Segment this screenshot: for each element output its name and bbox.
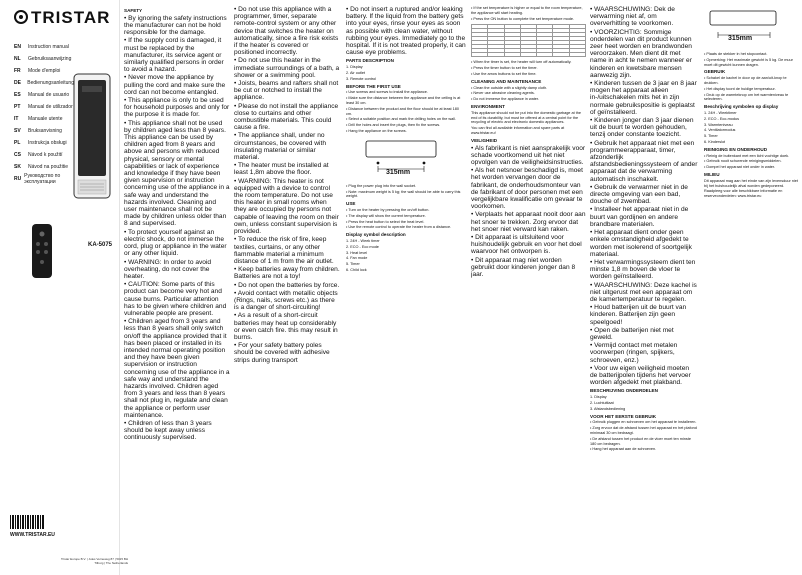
language-item xyxy=(14,90,74,100)
safety-item: • This appliance shall not be used by children aged less than 8 years. This appliance can be used by children aged from 8 years and above and persons with reduced physical, sensory or mental capabilities or lack of experience and knowledge if they have been given supervision or instruction concerning use of the appliance in a safe way and understand the hazards involved. Cleaning and user maintenance shall not be made by children unless older than 8 and supervised. xyxy=(124,120,230,228)
instruction-item: • Het display toont de huidige temperatuur. xyxy=(704,87,798,92)
display-symbols-list xyxy=(346,239,466,273)
display-symbol-item: 2. ECO - Eco-modus xyxy=(704,116,740,121)
instruction-item: • Make sure the distance between the appliance and the ceiling is at least 30 cm. xyxy=(346,96,466,106)
display-symbol-item: 1. 24H - Week timer xyxy=(346,238,380,243)
notes-list xyxy=(704,52,798,67)
part-item: 1. Display xyxy=(590,395,607,400)
installation-diagram xyxy=(704,9,798,49)
first-use-list xyxy=(590,420,698,452)
model-number: KA-5075 xyxy=(88,242,113,248)
language-name: Gebruiksaanwijzing xyxy=(28,56,72,62)
note-item: • Note: maximum weight is 5 kg; the wall should be able to carry this weight. xyxy=(346,190,466,200)
language-item xyxy=(14,174,74,184)
table-cell xyxy=(472,53,488,57)
table-cell xyxy=(537,53,553,57)
section-title: PARTS DESCRIPTION xyxy=(346,58,394,64)
language-name: Руководство по эксплуатации xyxy=(24,173,61,185)
safety-item: • Please do not install the appliance close to curtains and other combustible materials. This could cause a fire. xyxy=(234,103,340,132)
table-cell xyxy=(488,53,504,57)
environment-list xyxy=(704,179,798,189)
safety-item: • To reduce the risk of fire, keep textiles, curtains, or any other flammable material a minimum distance of 1 m from the air outlet. xyxy=(234,236,340,265)
safety-item: • The heater must be installed at least 1,8m above the floor. xyxy=(234,162,340,176)
safety-list xyxy=(234,6,340,364)
instruction-item: • Use screws and screws to install the appliance. xyxy=(346,90,466,95)
note-item: • Plug the power plug into the wall socket. xyxy=(346,184,466,189)
language-item xyxy=(14,138,74,148)
table-cell xyxy=(569,53,585,57)
safety-item: • Het verwarmingssysteem dient ten minste 1,8 m boven de vloer te worden geïnstalleerd. xyxy=(590,259,698,281)
safety-item: • Als het netsnoer beschadigd is, moet het worden vervangen door de fabrikant, de onderhoudsmonteur van de fabrikant of door personen met een vergelijkbare kwalificatie om gevaar te voorkomen. xyxy=(471,167,586,210)
safety-item: • WAARSCHUWING: Deze kachel is niet uitgerust met een apparaat om de kamertemperatuur te regelen. xyxy=(590,282,698,304)
language-item xyxy=(14,66,74,76)
instruction-item: • If the set temperature is higher or equal to the room temperature, the appliance will start heating. xyxy=(471,6,586,16)
part-item: 3. Afstandsbediening xyxy=(590,406,626,411)
logo-mark-icon xyxy=(14,10,28,24)
language-code: DE xyxy=(14,80,21,86)
safety-item: • Gebruik de verwarmer niet in de directe omgeving van een bad, douche of zwembad. xyxy=(590,184,698,206)
display-symbol-item: 3. Warmteniveau xyxy=(704,122,733,127)
section-title: GEBRUIK xyxy=(704,69,726,75)
table-cell xyxy=(504,53,520,57)
safety-item: • Never move the appliance by pulling the cord and make sure the cord can not become entangled. xyxy=(124,74,230,96)
barcode-image xyxy=(10,515,44,529)
instruction-item: • Use the remote control to operate the heater from a distance. xyxy=(346,225,466,230)
safety-item: • Do not use this appliance with a programmer, timer, separate remote-control system or any other device that switches the heater on automatically, since a fire risk exists if the heater is covered or positioned incorrectly. xyxy=(234,6,340,56)
safety-item: • To protect yourself against an electric shock, do not immerse the cord, plug or appliance in the water or any other liquid. xyxy=(124,229,230,258)
safety-item: • Do not use this heater in the immediate surroundings of a bath, a shower or a swimming pool. xyxy=(234,57,340,79)
warranty-text: You can find all available information and spare parts at www.tristar.eu! xyxy=(471,126,565,135)
display-symbol-item: 6. Child lock xyxy=(346,267,367,272)
instruction-item: • Drill the holes and insert the plugs, then fix the screws. xyxy=(346,123,466,128)
section-title: USE xyxy=(346,201,356,207)
display-symbols-list xyxy=(704,111,798,145)
maintenance-list xyxy=(704,154,798,170)
display-symbol-item: 4. Ventilatormodus xyxy=(704,128,736,133)
fine-print xyxy=(10,305,118,315)
language-name: Manuale utente xyxy=(28,116,63,122)
display-symbol-item: 3. Heat level xyxy=(346,250,368,255)
safety-item: • VOORZICHTIG: Sommige onderdelen van dit product kunnen zeer heet worden en brandwonden veroorzaken. Men dient dit met name in acht te nemen wanneer er kinderen en kwetsbare mensen aanwezig zijn. xyxy=(590,29,698,79)
safety-item: • WARNING: This heater is not equipped with a device to control the room temperature. Do not use this heater in small rooms when they are occupied by persons not capable of leaving the room on their own, unless constant supervision is provided. xyxy=(234,178,340,236)
installation-diagram-image xyxy=(704,9,796,49)
column-6-nl xyxy=(704,6,798,571)
table-cell xyxy=(553,53,569,57)
language-code: IT xyxy=(14,116,19,122)
language-list xyxy=(14,42,74,186)
safety-item: • For your safety battery poles should be covered with adhesive strips during transport xyxy=(234,342,340,364)
safety-item: • Het apparaat dient onder geen enkele omstandigheid afgedekt te worden met isolerend of soortgelijk materiaal. xyxy=(590,229,698,258)
part-item: 2. Luchtuitlaat xyxy=(590,400,614,405)
instruction-item: • Hang the appliance on the screws. xyxy=(346,129,466,134)
language-name: Bruksanvisning xyxy=(28,128,62,134)
section-title: VEILIGHEID xyxy=(471,137,498,143)
section-title: BESCHRIJVING ONDERDELEN xyxy=(590,388,658,394)
brand-name: TRISTAR xyxy=(31,8,111,27)
language-code: CS xyxy=(14,152,21,158)
instruction-item: • Zorg ervoor dat de afstand tussen het apparaat en het plafond minimaal 30 cm bedraagt. xyxy=(590,426,698,436)
instruction-item: • Reinig de buitenkant met een licht vochtige doek. xyxy=(704,154,798,159)
environment-list xyxy=(471,111,586,125)
section-title: Beschrijving symbolen op display xyxy=(704,104,779,110)
language-code: NL xyxy=(14,56,21,62)
safety-item: • Children aged from 3 years and less than 8 years shall only switch on/off the appliance provided that it has been placed or installed in its intended normal operating position and they have been given supervision or instruction concerning use of the appliance in a safe way and understand the hazards involved. Children aged from 3 years and less than 8 years shall not plug in, regulate and clean the appliance or perform user maintenance. xyxy=(124,318,230,419)
language-name: Manual de usuario xyxy=(28,92,70,98)
instruction-item: • Schakel de kachel in door op de aan/uit-knop te drukken. xyxy=(704,76,798,86)
instruction-item: • Dompel het apparaat niet onder in water. xyxy=(704,165,798,170)
language-code: PT xyxy=(14,104,21,110)
section-title: CLEANING AND MAINTENANCE xyxy=(471,78,542,84)
display-symbol-item: 2. ECO - Eco mode xyxy=(346,244,379,249)
safety-item: • Kinderen tussen de 3 jaar en 8 jaar mogen het apparaat alleen in-/uitschakelen mits het in zijn normale gebruikspositie is geplaatst of geïnstalleerd. xyxy=(590,80,698,116)
safety-item: • Do not insert a ruptured and/or leaking battery. If the liquid from the battery gets into your eyes, rinse your eyes as soon as possible with clean water, without rubbing your eyes. Immediately go to the hospital. If it is not treated properly, it can cause eye problems. xyxy=(346,6,466,56)
note-item: • Use the arrow buttons to set the time. xyxy=(471,72,586,77)
language-name: Manual de utilizador xyxy=(28,104,73,110)
display-symbol-item: 5. Timer xyxy=(346,262,360,267)
language-code: PL xyxy=(14,140,21,146)
language-item xyxy=(14,54,74,64)
language-item xyxy=(14,126,74,136)
remote-control-image xyxy=(24,222,60,280)
intro-list xyxy=(471,6,586,21)
heater-image xyxy=(68,72,116,200)
parts-list xyxy=(346,65,466,81)
language-item xyxy=(14,42,74,52)
section-title: BEFORE THE FIRST USE xyxy=(346,83,401,89)
note-item: • Opmerking: Het maximale gewicht is 5 kg. De muur moet dit gewicht kunnen dragen. xyxy=(704,58,798,68)
notes-list xyxy=(346,184,466,199)
safety-item: • Als fabrikant is niet aansprakelijk voor schade voortkomend uit het niet opvolgen van de veiligheidsinstructies. xyxy=(471,145,586,167)
warranty-text: Raadpleeg voor alle beschikbare informatie en reserveonderdelen: www.tristar.eu xyxy=(704,189,783,199)
section-title: MILIEU xyxy=(704,171,720,177)
instruction-item: • Clean the outside with a slightly damp cloth. xyxy=(471,86,586,91)
language-item xyxy=(14,78,74,88)
section-title: ENVIRONMENT xyxy=(471,103,505,109)
fine-print-line xyxy=(10,310,118,315)
section-title: VOOR HET EERSTE GEBRUIK xyxy=(590,413,657,419)
safety-item: • By ignoring the safety instructions the manufacturer can not be hold responsible for the damage. xyxy=(124,15,230,37)
safety-list xyxy=(124,15,230,442)
display-symbol-item: 4. Fan mode xyxy=(346,256,368,261)
notes-list xyxy=(471,60,586,76)
nl-safety-list xyxy=(471,145,586,279)
dimension-label: 315mm xyxy=(386,168,411,176)
safety-item: • Installeer het apparaat niet in de buurt van gordijnen en andere brandbare materialen. xyxy=(590,206,698,228)
language-name: Mode d'emploi xyxy=(28,68,61,74)
section-title: SAFETY xyxy=(124,8,143,13)
nl-safety-list xyxy=(590,6,698,386)
part-item: 3. Remote control xyxy=(346,76,376,81)
instruction-item: • Press the ON button to complete the set temperature mode. xyxy=(471,17,586,22)
safety-item: • Keep batteries away from children. Batteries are not a toy! xyxy=(234,266,340,280)
instruction-item: • Select a suitable position and mark the drilling holes on the wall. xyxy=(346,117,466,122)
use-list xyxy=(346,208,466,230)
language-code: ES xyxy=(14,92,21,98)
safety-item: • Verplaats het apparaat nooit door aan het snoer te trekken. Zorg ervoor dat het snoer niet verward kan raken. xyxy=(471,211,586,233)
safety-item: • Houd batterijen uit de buurt van kinderen. Batterijen zijn geen speelgoed! xyxy=(590,304,698,326)
instruction-item: • De afstand tussen het product en de vloer moet ten minste 180 cm bedragen. xyxy=(590,437,698,447)
settings-table xyxy=(471,24,586,57)
note-item: • Press the timer button to set the timer. xyxy=(471,66,586,71)
instruction-item: • Druk op de warmteknop om het warmteniveau te selecteren. xyxy=(704,93,798,103)
before-use-list xyxy=(346,90,466,133)
table-row xyxy=(472,53,586,57)
section-title: Display symbol description xyxy=(346,232,406,238)
language-name: Instrukcja obsługi xyxy=(28,140,67,146)
column-4-en-nl xyxy=(471,6,586,571)
language-item xyxy=(14,114,74,124)
safety-item: • Avoid contact with metallic objects (Rings, nails, screws etc.) as there is a danger of short-circuiting! xyxy=(234,290,340,312)
column-1-safety-en xyxy=(124,6,230,571)
footer-website: WWW.TRISTAR.EU xyxy=(10,532,55,538)
language-item xyxy=(14,102,74,112)
safety-item: • If the supply cord is damaged, it must be replaced by the manufacturer, its service agent or similarly qualified persons in order to avoid a hazard. xyxy=(124,37,230,73)
instruction-item: • Distance between the product and the floor should be at least 180 cm. xyxy=(346,107,466,117)
safety-item: • WARNING: In order to avoid overheating, do not cover the heater. xyxy=(124,259,230,281)
cover-sidebar xyxy=(0,0,128,575)
instruction-item: • The display will show the current temperature. xyxy=(346,214,466,219)
column-3-use-en xyxy=(346,6,466,571)
safety-item: • The appliance shall, under no circumstances, be covered with insulating material or similar material. xyxy=(234,132,340,161)
instruction-item: • Gebruik pluggen en schroeven om het apparaat te installeren. xyxy=(590,420,698,425)
intro-list xyxy=(346,6,466,56)
instruction-item: • Press the heat button to select the heat level. xyxy=(346,220,466,225)
language-code: EN xyxy=(14,44,21,50)
section-title: REINIGING EN ONDERHOUD xyxy=(704,146,768,152)
table-cell xyxy=(520,53,536,57)
column-2-safety-en xyxy=(234,6,340,571)
language-name: Bedienungsanleitung xyxy=(27,80,74,86)
language-code: SK xyxy=(14,164,21,170)
language-code: RU xyxy=(14,176,22,182)
parts-list xyxy=(590,395,698,411)
installation-diagram xyxy=(346,137,466,181)
note-item: • When the timer is set, the heater will turn off automatically. xyxy=(471,60,586,65)
language-item xyxy=(14,150,74,160)
safety-item: • Joists, beams and rafters shall not be cut or notched to install the appliance. xyxy=(234,80,340,102)
part-item: 1. Display xyxy=(346,65,363,70)
safety-item: • Gebruik het apparaat niet met een programmeerapparaat, timer, afzonderlijk afstandsbedieningssysteem of ander apparaat dat de verwarming automatisch inschakelt. xyxy=(590,140,698,183)
footer-info xyxy=(10,515,128,565)
display-symbol-item: 6. Kinderslot xyxy=(704,139,726,144)
instruction-item: • Do not immerse the appliance in water. xyxy=(471,97,586,102)
instruction-item: • Gebruik nooit schurende reinigingsmiddelen. xyxy=(704,159,798,164)
part-item: 2. Air outlet xyxy=(346,71,365,76)
safety-item: • Children of less than 3 years should be kept away unless continuously supervised. xyxy=(124,420,230,442)
dimension-label: 315mm xyxy=(728,35,753,42)
column-5-nl xyxy=(590,6,698,571)
safety-item: • Vermijd contact met metalen voorwerpen (ringen, spijkers, schroeven, enz.) xyxy=(590,342,698,364)
safety-item: • Open de batterijen niet met geweld. xyxy=(590,327,698,341)
safety-item: • Dit apparaat is uitsluitend voor huishoudelijk gebruik en voor het doel waarvoor het ontworpen is. xyxy=(471,234,586,256)
safety-item: • Kinderen jonger dan 3 jaar dienen uit de buurt te worden gehouden, tenzij onder constante toezicht. xyxy=(590,117,698,139)
display-symbol-item: 1. 24H - Weektimer xyxy=(704,110,737,115)
language-name: Návod na použitie xyxy=(28,164,69,170)
language-code: SV xyxy=(14,128,21,134)
safety-item: • This appliance is only to be used for household purposes and only for the purpose it is made for. xyxy=(124,97,230,119)
use-list xyxy=(704,76,798,102)
instruction-item: • Never use abrasive cleaning agents. xyxy=(471,91,586,96)
display-symbol-item: 5. Timer xyxy=(704,134,718,139)
safety-item: • As a result of a short-circuit batteries may heat up considerably or even catch fire. this may result in burns. xyxy=(234,312,340,341)
safety-item: • CAUTION: Some parts of this product can become very hot and cause burns. Particular attention has to be given where children and vulnerable people are present. xyxy=(124,281,230,317)
language-name: Instruction manual xyxy=(28,44,69,50)
safety-item: • WAARSCHUWING: Dek de verwarming niet af, om oververhitting te voorkomen. xyxy=(590,6,698,28)
brand-logo xyxy=(14,8,110,28)
safety-item: • Dit apparaat mag niet worden gebruikt door kinderen jonger dan 8 jaar. xyxy=(471,257,586,279)
language-item xyxy=(14,162,74,172)
safety-item: • Voor uw eigen veiligheid moeten de batterijpolen tijdens het vervoer worden afgedekt met plakband. xyxy=(590,365,698,387)
cleaning-list xyxy=(471,86,586,102)
language-name: Návod k použití xyxy=(28,152,63,158)
environment-text: This appliance should not be put into the domestic garbage at the end of its durability, but must be offered at a central point for the recycling of electric and electronic domestic appliances. xyxy=(471,110,581,125)
environment-text: Dit apparaat mag aan het einde van zijn levensduur niet bij het huishoudelijk afval worden gedeponeerd. xyxy=(704,178,798,188)
footer-address: Tristar Europe B.V. | Jules Verneweg 87 | 5015 BH Tilburg | The Netherlands xyxy=(60,557,128,565)
note-item: • Plaats de stekker in het stopcontact. xyxy=(704,52,798,57)
instruction-item: • Hang het apparaat aan de schroeven. xyxy=(590,447,698,452)
instruction-item: • Turn on the heater by pressing the on/off button. xyxy=(346,208,466,213)
language-code: FR xyxy=(14,68,21,74)
safety-item: • Do not open the batteries by force. xyxy=(234,282,340,289)
